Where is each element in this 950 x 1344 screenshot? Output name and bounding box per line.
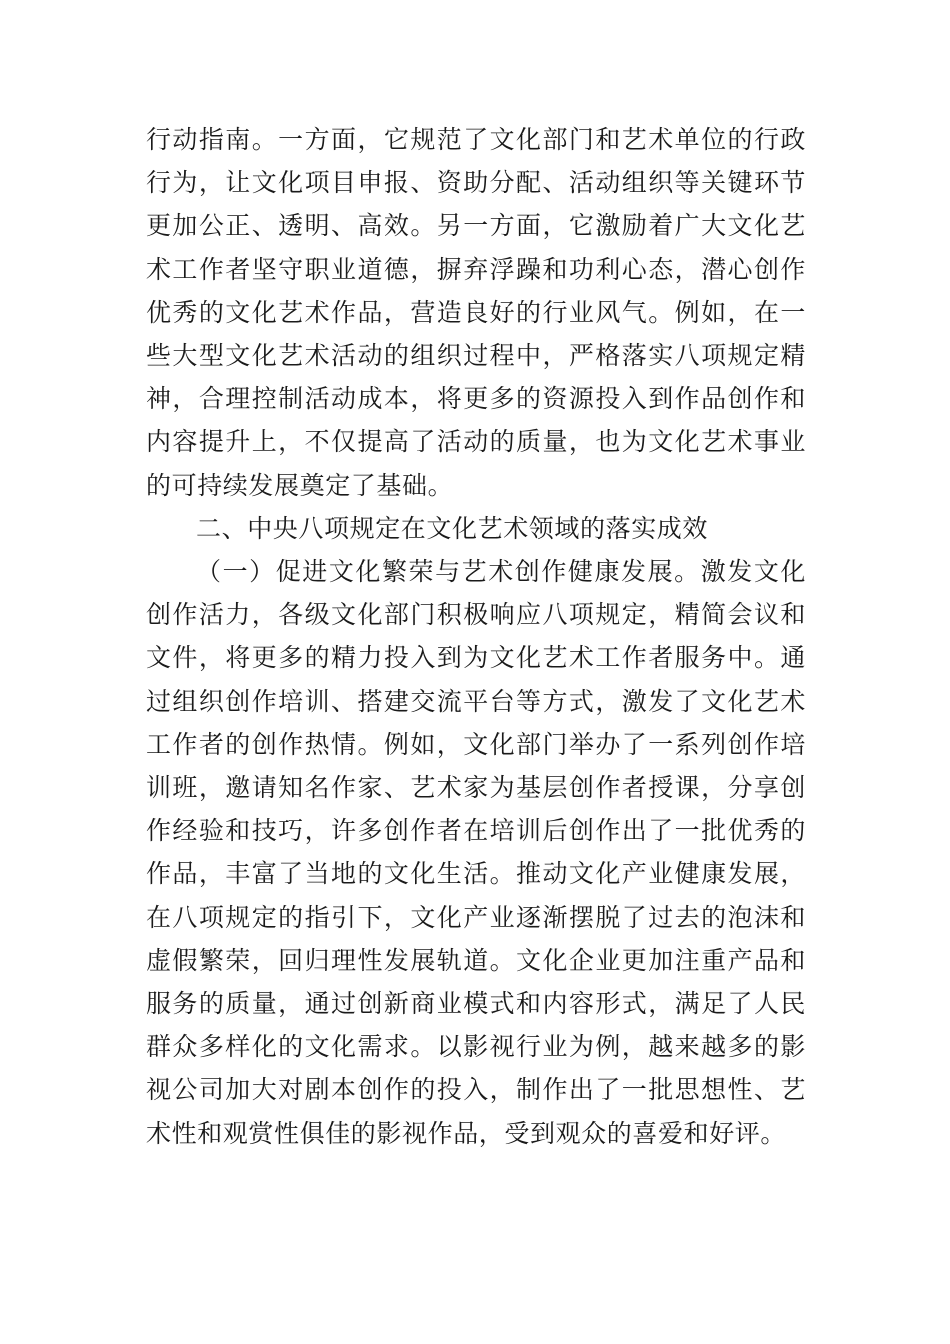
paragraph-continuation: 行动指南。一方面，它规范了文化部门和艺术单位的行政行为，让文化项目申报、资助分配、活动组织等关键环节更加公正、透明、高效。另一方面，它激励着广大文化艺术工作者坚守职业道德，摒弃浮躁和功利心态，潜心创作优秀的文化艺术作品，营造良好的行业风气。例如，在一些大型文化艺术活动的组织过程中，严格落实八项规定精神，合理控制活动成本，将更多的资源投入到作品创作和内容提升上，不仅提高了活动的质量，也为文化艺术事业的可持续发展奠定了基础。 xyxy=(146,125,806,500)
document-body xyxy=(146,118,806,1155)
section-heading: 二、中央八项规定在文化艺术领域的落实成效 xyxy=(196,513,709,543)
paragraph-body: （一）促进文化繁荣与艺术创作健康发展。激发文化创作活力，各级文化部门积极响应八项规定，精简会议和文件，将更多的精力投入到为文化艺术工作者服务中。通过组织创作培训、搭建交流平台等方式，激发了文化艺术工作者的创作热情。例如，文化部门举办了一系列创作培训班，邀请知名作家、艺术家为基层创作者授课，分享创作经验和技巧，许多创作者在培训后创作出了一批优秀的作品，丰富了当地的文化生活。推动文化产业健康发展，在八项规定的指引下，文化产业逐渐摆脱了过去的泡沫和虚假繁荣，回归理性发展轨道。文化企业更加注重产品和服务的质量，通过创新商业模式和内容形式，满足了人民群众多样化的文化需求。以影视行业为例，越来越多的影视公司加大对剧本创作的投入，制作出了一批思想性、艺术性和观赏性俱佳的影视作品，受到观众的喜爱和好评。 xyxy=(146,557,806,1148)
